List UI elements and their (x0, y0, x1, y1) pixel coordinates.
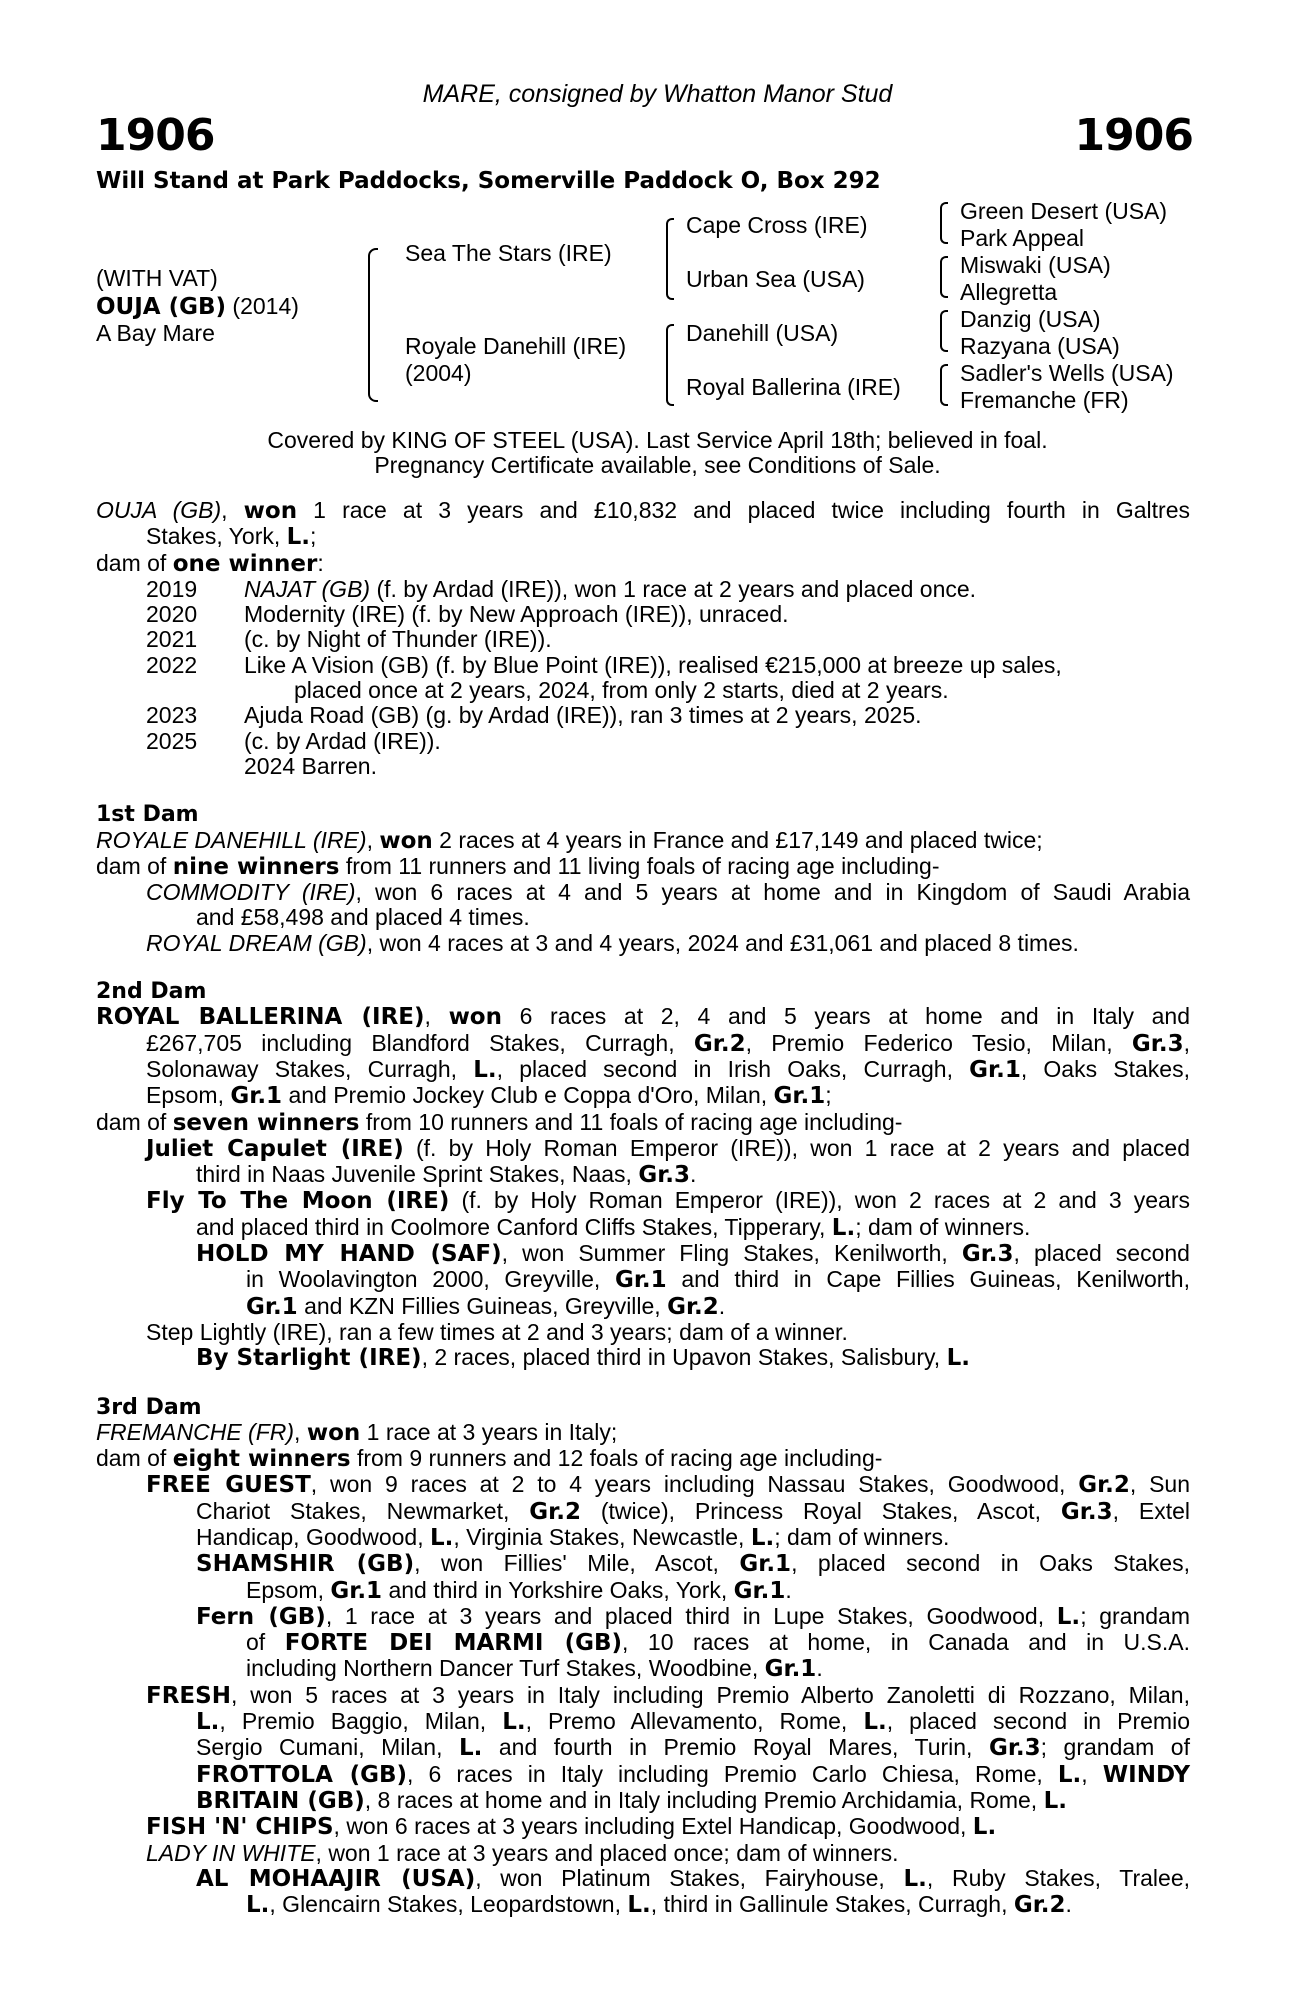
progeny-row: placed once at 2 years, 2024, from only 2 starts, died at 2 years. (294, 677, 949, 704)
record-line: BRITAIN (GB), 8 races at home and in Italy including Premio Archidamia, Rome, L. (196, 1786, 1067, 1814)
section-heading: 2nd Dam (96, 979, 207, 1005)
record-line: L., Glencairn Stakes, Leopardstown, L., third in Gallinule Stakes, Curragh, Gr.2. (246, 1891, 1072, 1919)
record-line: Gr.1 and KZN Fillies Guineas, Greyville, Gr.2. (246, 1292, 726, 1320)
dam-sire-sire: Danzig (USA) (960, 306, 1101, 332)
consignor-line: MARE, consigned by Whatton Manor Stud (422, 80, 893, 108)
record-line: FRESH, won 5 races at 3 years in Italy including Premio Alberto Zanoletti di Rozzano, Milan, (146, 1681, 1190, 1709)
record-line: dam of one winner: (96, 549, 324, 577)
sire-dam: Urban Sea (USA) (686, 266, 865, 292)
record-line: including Northern Dancer Turf Stakes, Woodbine, Gr.1. (246, 1655, 823, 1683)
sire: Sea The Stars (IRE) (405, 240, 612, 266)
record-line: Epsom, Gr.1 and third in Yorkshire Oaks, York, Gr.1. (246, 1576, 792, 1604)
record-line: OUJA (GB), won 1 race at 3 years and £10,832 and placed twice including fourth in Galtres (96, 497, 1190, 524)
lot-number-left: 1906 (96, 110, 215, 161)
record-line: and £58,498 and placed 4 times. (196, 904, 530, 931)
progeny-row: 2019 NAJAT (GB) (f. by Ardad (IRE)), won 1 race at 2 years and placed once. (146, 575, 977, 602)
record-line: dam of nine winners from 11 runners and 11 living foals of racing age including- (96, 852, 940, 880)
dam-sire: Danehill (USA) (686, 320, 839, 346)
record-line: Fly To The Moon (IRE) (f. by Holy Roman Emperor (IRE)), won 2 races at 2 and 3 years (146, 1187, 1190, 1215)
record-line: dam of eight winners from 9 runners and 12 foals of racing age including- (96, 1445, 883, 1473)
horse-desc: A Bay Mare (96, 320, 215, 346)
record-line: SHAMSHIR (GB), won Fillies' Mile, Ascot, Gr.1, placed second in Oaks Stakes, (196, 1550, 1190, 1578)
record-line: ROYAL DREAM (GB), won 4 races at 3 and 4 years, 2024 and £31,061 and placed 8 times. (146, 929, 1079, 956)
pedigree-brace (368, 248, 378, 402)
record-line: in Woolavington 2000, Greyville, Gr.1 and third in Cape Fillies Guineas, Kenilworth, (246, 1266, 1190, 1294)
covered-note (0, 428, 1315, 478)
progeny-row: 2025 (c. by Ardad (IRE)). (146, 727, 441, 754)
record-line: of FORTE DEI MARMI (GB), 10 races at home, in Canada and in U.S.A. (246, 1629, 1190, 1657)
dam-sire-dam: Razyana (USA) (960, 333, 1120, 359)
horse-title (96, 293, 299, 320)
stand-location: Will Stand at Park Paddocks, Somerville Paddock O, Box 292 (96, 168, 881, 194)
vat-note: (WITH VAT) (96, 265, 218, 291)
record-line: ROYALE DANEHILL (IRE), won 2 races at 4 years in France and £17,149 and placed twice; (96, 826, 1043, 854)
record-line: third in Naas Juvenile Sprint Stakes, Naas, Gr.3. (196, 1161, 697, 1189)
record-line: FREMANCHE (FR), won 1 race at 3 years in Italy; (96, 1418, 618, 1446)
sire-sire-dam: Park Appeal (960, 225, 1085, 251)
produce-record (96, 498, 1190, 1918)
section-heading: 1st Dam (96, 802, 199, 828)
record-line: FISH 'N' CHIPS, won 6 races at 3 years including Extel Handicap, Goodwood, L. (146, 1813, 997, 1841)
record-line: Step Lightly (IRE), ran a few times at 2 and 3 years; dam of a winner. (146, 1318, 848, 1345)
pedigree-brace (666, 324, 674, 406)
record-line: Solonaway Stakes, Curragh, L., placed second in Irish Oaks, Curragh, Gr.1, Oaks Stakes, (146, 1055, 1190, 1083)
record-line: Handicap, Goodwood, L., Virginia Stakes, Newcastle, L.; dam of winners. (196, 1523, 950, 1551)
record-line: HOLD MY HAND (SAF), won Summer Fling Stakes, Kenilworth, Gr.3, placed second (196, 1240, 1190, 1268)
sire-dam-sire: Miswaki (USA) (960, 252, 1111, 278)
record-line: FREE GUEST, won 9 races at 2 to 4 years including Nassau Stakes, Goodwood, Gr.2, Sun (146, 1471, 1190, 1499)
sire-sire-sire: Green Desert (USA) (960, 198, 1168, 224)
progeny-row: 2024 Barren. (244, 752, 377, 779)
dam-year: (2004) (405, 360, 472, 386)
record-line: Epsom, Gr.1 and Premio Jockey Club e Coppa d'Oro, Milan, Gr.1; (146, 1082, 832, 1110)
progeny-row: 2022 Like A Vision (GB) (f. by Blue Point (IRE)), realised €215,000 at breeze up sales, (146, 651, 1062, 678)
certificate-line: Pregnancy Certificate available, see Conditions of Sale. (374, 452, 941, 478)
dam-dam: Royal Ballerina (IRE) (686, 374, 901, 400)
record-line: Juliet Capulet (IRE) (f. by Holy Roman Emperor (IRE)), won 1 race at 2 years and placed (146, 1134, 1190, 1162)
horse-year: (2014) (232, 293, 299, 319)
record-line: £267,705 including Blandford Stakes, Curragh, Gr.2, Premio Federico Tesio, Milan, Gr.3, (146, 1029, 1190, 1057)
dam-dam-sire: Sadler's Wells (USA) (960, 360, 1174, 386)
record-line: FROTTOLA (GB), 6 races in Italy including Premio Carlo Chiesa, Rome, L., WINDY (196, 1760, 1191, 1788)
record-line: and placed third in Coolmore Canford Cliffs Stakes, Tipperary, L.; dam of winners. (196, 1213, 1031, 1241)
dam-dam-dam: Fremanche (FR) (960, 387, 1129, 413)
pedigree-brace (940, 310, 948, 352)
record-line: ROYAL BALLERINA (IRE), won 6 races at 2, 4 and 5 years at home and in Italy and (96, 1003, 1191, 1031)
record-line: Stakes, York, L.; (146, 523, 317, 551)
sire-dam-dam: Allegretta (960, 279, 1058, 305)
record-line: LADY IN WHITE, won 1 race at 3 years and placed once; dam of winners. (146, 1839, 899, 1866)
progeny-row: 2020 Modernity (IRE) (f. by New Approach (IRE)), unraced. (146, 601, 789, 628)
record-line: COMMODITY (IRE), won 6 races at 4 and 5 years at home and in Kingdom of Saudi Arabia (146, 879, 1190, 906)
progeny-row: 2023 Ajuda Road (GB) (g. by Ardad (IRE)), ran 3 times at 2 years, 2025. (146, 702, 922, 729)
sire-sire: Cape Cross (IRE) (686, 212, 868, 238)
pedigree-brace (940, 202, 948, 244)
section-heading: 3rd Dam (96, 1394, 202, 1420)
record-line: Sergio Cumani, Milan, L. and fourth in Premio Royal Mares, Turin, Gr.3; grandam of (196, 1734, 1190, 1762)
pedigree-brace (940, 256, 948, 298)
record-line: Fern (GB), 1 race at 3 years and placed third in Lupe Stakes, Goodwood, L.; grandam (196, 1602, 1191, 1630)
record-line: AL MOHAAJIR (USA), won Platinum Stakes, Fairyhouse, L., Ruby Stakes, Tralee, (196, 1864, 1191, 1892)
record-line: L., Premio Baggio, Milan, L., Premo Allevamento, Rome, L., placed second in Premio (196, 1708, 1190, 1736)
record-line: dam of seven winners from 10 runners and 11 foals of racing age including- (96, 1108, 903, 1136)
record-line: Chariot Stakes, Newmarket, Gr.2 (twice), Princess Royal Stakes, Ascot, Gr.3, Extel (196, 1497, 1191, 1525)
record-line: By Starlight (IRE), 2 races, placed third in Upavon Stakes, Salisbury, L. (196, 1344, 970, 1372)
pedigree-brace (666, 218, 674, 300)
progeny-row: 2021 (c. by Night of Thunder (IRE)). (146, 626, 552, 653)
dam: Royale Danehill (IRE) (405, 333, 627, 359)
pedigree-brace (940, 364, 948, 406)
horse-name: OUJA (GB) (96, 294, 227, 320)
covered-line: Covered by KING OF STEEL (USA). Last Service April 18th; believed in foal. (267, 427, 1048, 453)
lot-number-right: 1906 (1074, 110, 1193, 161)
